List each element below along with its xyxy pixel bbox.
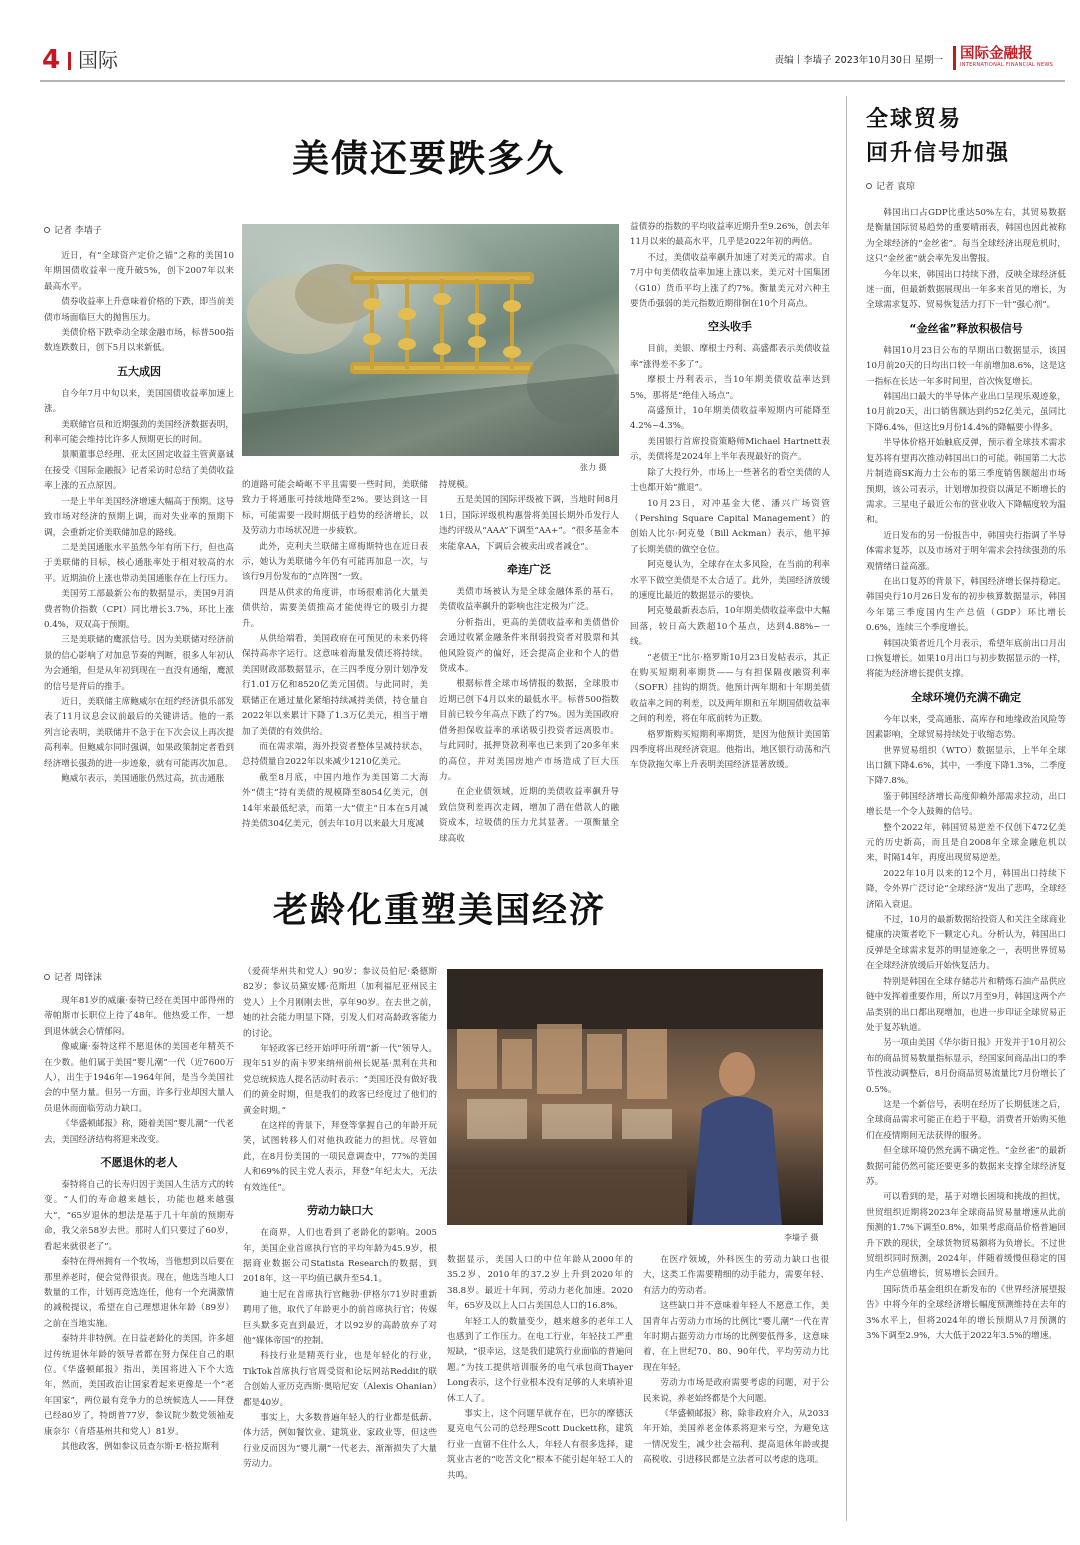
article1-column-2 [242, 478, 428, 834]
paragraph: 在这样的背景下，拜登等掌握自己的年龄开玩笑，试图转移人们对他执政能力的担忧。尽管如此，在8月份美国的一项民意调查中，77%的美国人和69%的民主党人表示，拜登“年纪太大，无法有效连任”。 [243, 1121, 437, 1193]
paragraph: “老债王”比尔·格罗斯10月23日发帖表示，其正在购买短期利率期货——与有担保隔夜融资利率（SOFR）挂钩的期货。他预计两年期和十年期美债收益率之间的利差，以及两年期和五年期国债收益率之间的利差，将在年底前转为正数。 [630, 652, 830, 725]
article2-column-3 [447, 1253, 633, 1525]
paragraph: 在商界，人们也看到了老龄化的影响。2005年，美国企业首席执行官的平均年龄为45.9岁，根据商业数据公司Statista Research的数据，到2018年，这一平均值已飙升至54.1。 [243, 1228, 437, 1285]
section-name: 国际 [78, 48, 118, 72]
paragraph: 债券收益率上升意味着价格的下跌，即当前美债市场面临巨大的抛售压力。 [44, 297, 234, 323]
paragraph: 年轻政客已经开始呼吁所谓“新一代”领导人。现年51岁的南卡罗来纳州前州长妮基·黑利在共和党总统候选人提名活动时表示：“美国还没有做好我们的黄金时期，但是我们的政客已经度过了他们的黄金时期。” [243, 1044, 437, 1116]
paragraph: 在企业债领域，近期的美债收益率飙升导致信贷利差再次走阔，增加了潜在借款人的融资成本，垃圾债的压力尤其显著。一项衡量全球高收 [439, 787, 619, 844]
paragraph: 鉴于韩国经济增长高度仰赖外部需求拉动，出口增长是一个令人鼓舞的信号。 [866, 791, 1066, 818]
paragraph: 韩国10月23日公布的早期出口数据显示，该国10月前20天的日均出口较一年前增加8.6%，这是这一指标在长达一年多时间里，首次恢复增长。 [866, 345, 1066, 387]
article1-photo-credit: 张力 摄 [580, 463, 607, 472]
article3-headline-line1: 全球贸易 [866, 106, 963, 132]
elderly-vendor-market-photo [447, 969, 823, 1225]
subheading: 劳动力缺口大 [307, 1204, 373, 1218]
paragraph: 事实上，大多数普遍年轻人的行业都是低薪、体力活，例如餐饮业、建筑业、家政业等，但这些行业反而因为“婴儿潮”一代老去，渐渐损失了大量劳动力。 [243, 1412, 437, 1470]
article1-headline: 美债还要跌多久 [292, 136, 565, 180]
paragraph: 鲍威尔表示，美国通胀仍然过高，抗击通胀 [61, 774, 225, 784]
paragraph: 像威廉·泰特这样不愿退休的美国老年精英不在少数。他们属于美国“婴儿潮”一代（近7600万人），出生于1946年—1964年间，是当今美国社会的中坚力量。但另一方面，许多行业却因大量人员退休而面临劳动力缺口。 [44, 1042, 234, 1114]
paragraph: 事实上，这个问题早就存在，巴尔的摩德沃夏克电气公司的总经理Scott Duckett称，建筑行业一直留不住什么人，年轻人有很多选择，建筑业古老的“吃苦文化”根本不能引起年轻工人的共鸣。 [447, 1409, 633, 1481]
subheading: 五大成因 [117, 364, 161, 378]
byline-marker-icon [44, 974, 50, 980]
paragraph: 这是一个新信号，表明在经历了长期低迷之后，全球商品需求可能正在趋于平稳，消费者开始购买他们在疫情期间无法获得的服务。 [866, 1099, 1066, 1141]
subheading: 不愿退休的老人 [100, 1156, 178, 1170]
paragraph: 除了大投行外，市场上一些著名的看空美债的人士也都开始“撤退”。 [630, 467, 830, 494]
paragraph: 劳动力市场是政府需要考虑的问题，对于公民来说，养老始终都是个大问题。 [643, 1378, 829, 1404]
article2-byline [44, 970, 102, 983]
article3-headline [866, 102, 1010, 170]
paragraph: 近日发布的另一份报告中，韩国央行指调了半导体需求复苏，以及市场对于明年需求会持续强劲的乐观情绪日益高涨。 [866, 530, 1066, 572]
paragraph: 高盛预计，10年期美债收益率短期内可能降至4.2%~4.3%。 [630, 406, 830, 432]
article2-column-2 [243, 965, 437, 1525]
paragraph: 不过，10月的最新数据给投资人和关注全球商业健康的决策者吃下一颗定心丸。分析认为，韩国出口反弹是全球需求复苏的明显迹象之一，表明世界贸易在全球经济放缓后开始恢复活力。 [866, 915, 1066, 972]
article2-photo [447, 969, 823, 1225]
byline-marker-icon [866, 183, 872, 189]
paragraph: 今年以来，韩国出口持续下滑，反映全球经济低迷一面，但最新数据展现出一年多来首见的增长，为全球需求复苏、贸易恢复活力打下一针“强心剂”。 [866, 269, 1066, 311]
paragraph: 《华盛顿邮报》称，随着美国“婴儿潮”一代老去，美国经济结构将迎来改变。 [44, 1119, 234, 1145]
column-divider [846, 96, 847, 1521]
paragraph: 在医疗领域，外科医生的劳动力缺口也很大，这类工作需要精细的动手能力，需要年轻、有活力的劳动者。 [643, 1255, 829, 1296]
editor-date-line: 责编丨李墙子 2023年10月30日 星期一 [774, 55, 943, 66]
logo-chinese: 国际金融报 [960, 46, 1033, 62]
paragraph: 世界贸易组织（WTO）数据显示，上半年全球出口额下降4.6%，其中，一季度下降1.3%，二季度下降7.8%。 [866, 745, 1066, 787]
paragraph: 现年81岁的威廉·泰特已经在美国中部得州的蒂帕斯市长职位上待了48年。他热爱工作，一想到退休就会心情郁闷。 [44, 996, 234, 1037]
article3-headline-line2: 回升信号加强 [866, 140, 1011, 166]
paragraph: 三是美联储的鹰派信号。因为美联储对经济前景的信心影响了对加息节奏的判断，很多人年初认为会通缩，但是从年初到现在一直没有通缩，鹰派的信号是背后的推手。 [44, 635, 234, 692]
article1-byline [44, 223, 102, 236]
page-number: 4 [42, 45, 61, 75]
paragraph: 五是美国的国际评级被下调，当地时间8月1日，国际评级机构惠誉将美国长期外币发行人违约评级从“AAA”下调至“AA+”。“很多基金本来能拿AA，下调后会被卖出或者减仓”。 [439, 495, 619, 552]
paragraph: 韩国出口最大的半导体产业出口呈现乐观迹象，10月前20天，出口销售额达到约52亿美元，虽同比下降6.4%，但这比9月份14.4%的降幅要小得多。 [866, 392, 1066, 433]
paragraph: 根据标普全球市场情报的数据，全球股市近期已创下4月以来的最低水平。标普500指数目前已较今年高点下跌了约7%。因为美国政府借务担保收益率的承诺吸引投资者远离股市。与此同时，抵押贷款利率也已来到了20多年来的高位，并对美国房地产市场造成了巨大压力。 [439, 679, 619, 782]
byline-marker-icon [44, 227, 50, 233]
article2-photo-credit: 李墙子 摄 [784, 1233, 819, 1242]
article2-headline: 老龄化重塑美国经济 [273, 890, 607, 931]
paragraph: 韩国决策者近几个月表示，希望年底前出口月出口恢复增长。如果10月出口与初步数据显示的一样，将能为经济增长提供支撑。 [866, 638, 1066, 680]
paragraph: 泰特并非特例。在日益老龄化的美国，许多超过传统退休年龄的领导者都在努力保住自己的职位。《华盛顿邮报》指出，美国将进入下个大选年，然而，美国政治让国家看起来更像是一个“老年国家”，两位最有竞争力的总统候选人——拜登已经80岁了，特朗普77岁，参议院少数党领袖麦康奈尔（肯塔基州共和党人）81岁。 [44, 1334, 234, 1437]
dollar-bills-abacus-illustration [242, 224, 619, 456]
paragraph: 近日，有“全球资产定价之锚”之称的美国10年期国债收益率一度升破5%，创下2007年以来最高水平。 [44, 251, 234, 292]
article1-column-1 [44, 249, 234, 834]
article2-byline-text: 记者 周锋沫 [54, 973, 102, 983]
paragraph: 而在需求端，海外投资者整体呈减持状态，总持债量自2022年以来减少1210亿美元。 [242, 741, 428, 768]
paragraph: 从供给端看，美国政府在可预见的未来仍将保持高赤字运行。这意味着海量发债还将持续。美国财政部数据显示，在三四季度分别计划净发行1.01万亿和8520亿美元国债。与此同时，美联储正在通过量化紧缩持续减持美债，持仓量自2022年以来累计下降了1.3万亿美元，相当于增加了美债的有效供给。 [242, 634, 428, 737]
paragraph: 二是美国通胀水平虽然今年有所下行，但也高于美联储的目标，核心通胀率处于相对较高的水平。近期油价上涨也带动美国通胀存在上行压力。 [44, 542, 234, 584]
paragraph: 美国银行首席投资策略师Michael Hartnett表示，美债将是2024年上半年表现最好的资产。 [630, 436, 830, 463]
newspaper-logo [953, 46, 1065, 70]
paragraph: 美联储官员和近期强劲的美国经济数据表明，利率可能会维持比许多人预期更长的时间。 [44, 419, 234, 446]
paragraph: 其他政客，例如参议员查尔斯·E·格拉斯利 [61, 1441, 220, 1452]
paragraph: 《华盛顿邮报》称，除非政府介入，从2033年开始，美国养老金体系将迎来亏空，为避免这一情况发生，减少社会福利、提高退休年龄或提高税收、引进移民都是立法者可以考虑的选项。 [643, 1409, 829, 1466]
paragraph: 阿克曼认为，全球存在太多风险，在当前的利率水平下做空美债是不太合适了。此外，美国经济放缓的速度比最近的数据显示的要快。 [630, 560, 830, 601]
article1-photo [242, 224, 619, 456]
subheading: “金丝雀”释放积极信号 [909, 321, 1023, 335]
paragraph: 但全球环境仍然充满不确定性。“金丝雀”的最新数据可能仍然可能还要更多的数据来支撑全球经济复苏。 [866, 1146, 1066, 1187]
paragraph: 在出口复苏的背景下，韩国经济增长保持稳定。韩国央行10月26日发布的初步核算数据显示，韩国今年第三季度国内生产总值（GDP）环比增长0.6%，连续三个季度增长。 [866, 576, 1066, 634]
paragraph: 特别是韩国在全球存储芯片和精炼石油产品供应链中发挥着重要作用，所以7月至9月，韩国这两个产品类别的出口都出现增加，也进一步印证全球贸易正处于复苏轨道。 [866, 976, 1066, 1033]
paragraph: 10月23日，对冲基金大佬、潘兴广场资管（Pershing Square Capital Management）的创始人比尔·阿克曼（Bill Ackman）表示，他平掉了长期美债的做空仓位。 [630, 498, 830, 555]
paragraph: 韩国出口占GDP比重达50%左右，其贸易数据是衡量国际贸易趋势的重要晴雨表，韩国也因此被称为全球经济的“金丝雀”。每当全球经济出现危机时，这只“金丝雀”就会率先发出警报。 [866, 208, 1066, 265]
article2-column-4 [643, 1253, 829, 1525]
paragraph: 泰特将自己的长寿归因于美国人生活方式的转变。“人们的寿命越来越长，功能也越来越强大”，“65岁退休的想法是基于几十年前的预期寿命，我父亲58岁去世。那时人们只要过了60岁，看起来就很老了”。 [44, 1180, 234, 1252]
header-rule [40, 80, 1065, 82]
paragraph: 半导体价格开始触底反弹，预示着全球技术需求复苏将有望再次推动韩国出口的可能。韩国第二大芯片制造商SK海力士公布的第三季度销售额超出市场预期，该公司表示，计划增加投资以满足不断增长的需求。三星电子最近公布的营业收入下降幅度较为温和。 [866, 438, 1066, 526]
page-header [40, 46, 1065, 74]
paragraph: 科技行业是精英行业，也是年轻化的行业，TikTok首席执行官周受资和论坛网站Reddit的联合创始人亚历克西斯·奥哈尼安（Alexis Ohanian）都是40岁。 [243, 1351, 437, 1408]
paragraph: 美债价格下跌牵动全球金融市场，标普500指数连跌数日，创下5月以来新低。 [44, 328, 234, 354]
paragraph: 景顺董事总经理、亚太区固定收益主管黄嘉诚在接受《国际金融报》记者采访时总结了美债收益率上涨的五点原因。 [44, 450, 234, 492]
paragraph: 近日，美联储主席鲍威尔在纽约经济俱乐部发表了11月议息会议前最后的关键讲话。他的一系列言论表明，美联储并不急于在下次会议上再次提高利率。但鲍威尔同时强调，如果政策制定者看到经济增长强劲的进一步迹象，就有可能再次加息。 [44, 696, 234, 769]
paragraph: 此外，克利夫兰联储主席梅斯特也在近日表示，她认为美联储今年仍有可能再加息一次，与该行9月份发布的“点阵图”一致。 [242, 541, 428, 583]
article3-byline-text: 记者 袁琼 [876, 182, 915, 192]
paragraph: 美国劳工部最新公布的数据显示，美国9月消费者物价指数（CPI）同比增长3.7%，环比上涨0.4%，双双高于预期。 [44, 589, 234, 630]
paragraph: 分析指出，更高的美债收益率和美债借价会通过收紧金融条件来削弱投资者对股票和其他风险资产的偏好，还会提高企业和个人的借贷成本。 [439, 617, 619, 675]
paragraph: 这些缺口并不意味着年轻人不愿意工作，美国青年占劳动力市场的比例比“婴儿潮”一代在青年时期占据劳动力市场的比例要低得多，这意味着，在上世纪70、80、90年代，平均劳动力比现在年轻。 [643, 1301, 829, 1373]
paragraph: 年轻工人的数量变少，越来越多的老年工人也感到了工作压力。在电工行业，年轻技工严重短缺，“很幸运，这是我们建筑行业面临的普遍问题。”为技工提供培训服务的电气承包商Thayer Long表示，这个行业根本没有足够的人来填补退休工人了。 [447, 1316, 633, 1404]
paragraph: 截至8月底，中国内地作为美国第二大海外“债主”持有美债的规模降至8054亿美元，创14年来最低纪录，而第一大“债主”日本在5月减持美债304亿美元，创去年10月以来最大月度减 [242, 772, 428, 829]
paragraph: 另一项由美国《华尔街日报》开发并于10月初公布的商品贸易数量指标显示，经国家间商品出口的季节性波动调整后，8月份商品贸易流量比7月份增长了0.5%。 [866, 1038, 1066, 1095]
subheading: 牵连广泛 [507, 563, 551, 577]
header-divider [68, 52, 71, 70]
paragraph: 泰特在得州拥有一个牧场，当他想到以后要在那里养老时，便会觉得很丧。现在，他选当地人口数量的工作，计划再竞选连任，他有一个充满激情的减税提议，希望在自己理想退休年龄（89岁）之前在当地实施。 [44, 1257, 234, 1329]
paragraph: 不过，美债收益率飙升加速了对美元的需求。自7月中旬美债收益率加速上涨以来，美元对十国集团（G10）货币平均上涨了约7%。衡量美元对六种主要货币强弱的美元指数近期徘徊在10个月高点。 [630, 252, 830, 310]
paragraph: 阿克曼最新表态后，10年期美债收益率盘中大幅回落，较日高大跌超10个基点，达到4.88%~一线。 [630, 606, 830, 648]
paragraph: 国际货币基金组织在新发布的《世界经济展望报告》中将今年的全球经济增长幅度预测维持在去年的3%水平上，但将2024年的增长预期从7月预测的3%下调至2.9%，大大低于2022年3.5%的增速。 [866, 1284, 1066, 1342]
article1-column-4 [630, 220, 830, 835]
paragraph: 今年以来，受高通胀、高库存和地缘政治风险等因素影响，全球贸易持续处于收缩态势。 [866, 714, 1066, 741]
article3-byline [866, 179, 915, 192]
subheading: 全球环境仍充满不确定 [911, 690, 1021, 704]
paragraph: 自今年7月中旬以来，美国国债收益率加速上涨。 [44, 388, 234, 415]
paragraph: 持规模。 [439, 480, 474, 490]
paragraph: 格罗斯购买短期利率期货，是因为他预计美国第四季度将出现经济衰退。他指出，地区银行动荡和汽车贷款拖欠率上升表明美国经济显著放缓。 [630, 729, 830, 771]
paragraph: 2022年10月以来的12个月，韩国出口持续下降，令外界广泛讨论“全球经济”发出了悲鸣，全球经济陷入衰退。 [866, 868, 1066, 910]
paragraph: 整个2022年，韩国贸易逆差不仅创下472亿美元的历史新高，而且是自2008年全球金融危机以来，时隔14年，再度出现贸易逆差。 [866, 822, 1066, 864]
paragraph: 一是上半年美国经济增速大幅高于预期。这导致市场对经济的预期上调，而对失业率的预期下调，会重新定价美联储加息的路线。 [44, 496, 234, 538]
paragraph: 可以看到的是，基于对增长困境和挑战的担忧，世贸组织近期将2023年全球商品贸易量增速从此前预测的1.7%下调至0.8%，如果考虑商品价格普遍回升下跌的现状，全球货物贸易额将为负增长。不过世贸组织同时预测，2024年，伴随着缓慢但稳定的国内生产总值增长，贸易增长会回升。 [866, 1192, 1066, 1280]
paragraph: 迪士尼在首席执行官鲍勃·伊格尔71岁时重新聘用了他，取代了年龄更小的前首席执行官；传媒巨头默多克直到最近，才以92岁的高龄放弃了对他“媒体帝国”的控制。 [243, 1289, 437, 1346]
article2-column-1 [44, 994, 234, 1524]
paragraph: 的道路可能会崎岖不平且需要一些时间，美联储致力于将通胀可持续地降至2%。要达到这一目标，可能需要一段时期低于趋势的经济增长，以及劳动力市场状况进一步疲软。 [242, 480, 428, 537]
logo-english: INTERNATIONAL FINANCIAL NEWS [960, 62, 1054, 68]
article3-body [866, 206, 1066, 1526]
paragraph: 目前，美银、摩根士丹利、高盛都表示美债收益率“涨得差不多了”。 [630, 344, 830, 370]
article1-byline-text: 记者 李墙子 [54, 226, 102, 236]
paragraph: 美债市场被认为是全球金融体系的基石，美债收益率飙升的影响也注定极为广泛。 [439, 587, 619, 613]
article1-column-3 [439, 478, 619, 844]
paragraph: 四是从供求的角度讲，市场很难消化大量美债供给，需要美债推高才能使得它的吸引力提升。 [242, 587, 428, 629]
paragraph: 益债券的指数的平均收益率近期升至9.26%，创去年11月以来的最高水平，几乎是2022年初的两倍。 [630, 222, 830, 248]
subheading: 空头收手 [708, 320, 752, 334]
paragraph: 摩根士丹利表示，当10年期美债收益率达到5%，那将是“绝佳入场点”。 [630, 375, 830, 401]
paragraph: 数据显示，美国人口的中位年龄从2000年的35.2岁、2010年的37.2岁上升到2020年的38.8岁。最近十年间，劳动力老化加速。2020年，65岁及以上人口占美国总人口的16.8%。 [447, 1255, 633, 1312]
paragraph: （爱荷华州共和党人）90岁；参议员伯尼·桑德斯82岁；参议员黛安娜·范斯坦（加利福尼亚州民主党人）上个月刚刚去世，享年90岁。在去世之前，她的社会能力明显下降，引发人们对高龄政客能力的讨论。 [243, 967, 437, 1039]
